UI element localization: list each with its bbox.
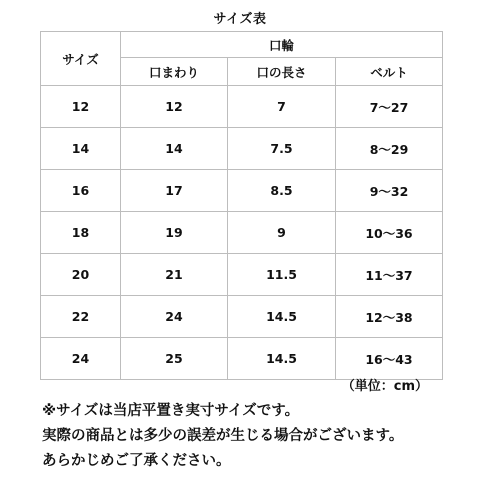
cell-circumference: 19 [121, 212, 228, 254]
cell-circumference: 12 [121, 86, 228, 128]
cell-length: 7.5 [228, 128, 336, 170]
header-circumference: 口まわり [121, 58, 228, 86]
cell-belt: 16〜43 [336, 338, 443, 380]
cell-size: 16 [41, 170, 121, 212]
cell-size: 20 [41, 254, 121, 296]
table-row [41, 212, 443, 254]
cell-size: 24 [41, 338, 121, 380]
cell-length: 8.5 [228, 170, 336, 212]
cell-circumference: 24 [121, 296, 228, 338]
cell-circumference: 17 [121, 170, 228, 212]
cell-length: 14.5 [228, 338, 336, 380]
table-header-row [41, 32, 443, 58]
table-row [41, 170, 443, 212]
header-size: サイズ [41, 32, 121, 86]
note-line: ※サイズは当店平置き実寸サイズです。 [42, 403, 300, 419]
notes [42, 399, 472, 474]
cell-length: 11.5 [228, 254, 336, 296]
cell-circumference: 14 [121, 128, 228, 170]
cell-length: 9 [228, 212, 336, 254]
header-length: 口の長さ [228, 58, 336, 86]
cell-circumference: 25 [121, 338, 228, 380]
cell-size: 14 [41, 128, 121, 170]
cell-size: 12 [41, 86, 121, 128]
note-line: あらかじめご了承ください。 [42, 453, 231, 469]
table-row [41, 128, 443, 170]
cell-length: 7 [228, 86, 336, 128]
page-title: サイズ表 [213, 12, 267, 27]
cell-belt: 9〜32 [336, 170, 443, 212]
size-table [40, 31, 443, 380]
cell-belt: 7〜27 [336, 86, 443, 128]
table-row [41, 254, 443, 296]
cell-size: 18 [41, 212, 121, 254]
cell-size: 22 [41, 296, 121, 338]
header-belt: ベルト [336, 58, 443, 86]
unit-label: （単位：cm） [341, 379, 428, 394]
table-row [41, 296, 443, 338]
table-row [41, 86, 443, 128]
cell-belt: 12〜38 [336, 296, 443, 338]
note-line: 実際の商品とは多少の誤差が生じる場合がございます。 [42, 428, 404, 444]
cell-belt: 11〜37 [336, 254, 443, 296]
header-muzzle: 口輪 [121, 32, 443, 58]
table-row [41, 338, 443, 380]
cell-length: 14.5 [228, 296, 336, 338]
cell-belt: 8〜29 [336, 128, 443, 170]
cell-circumference: 21 [121, 254, 228, 296]
cell-belt: 10〜36 [336, 212, 443, 254]
